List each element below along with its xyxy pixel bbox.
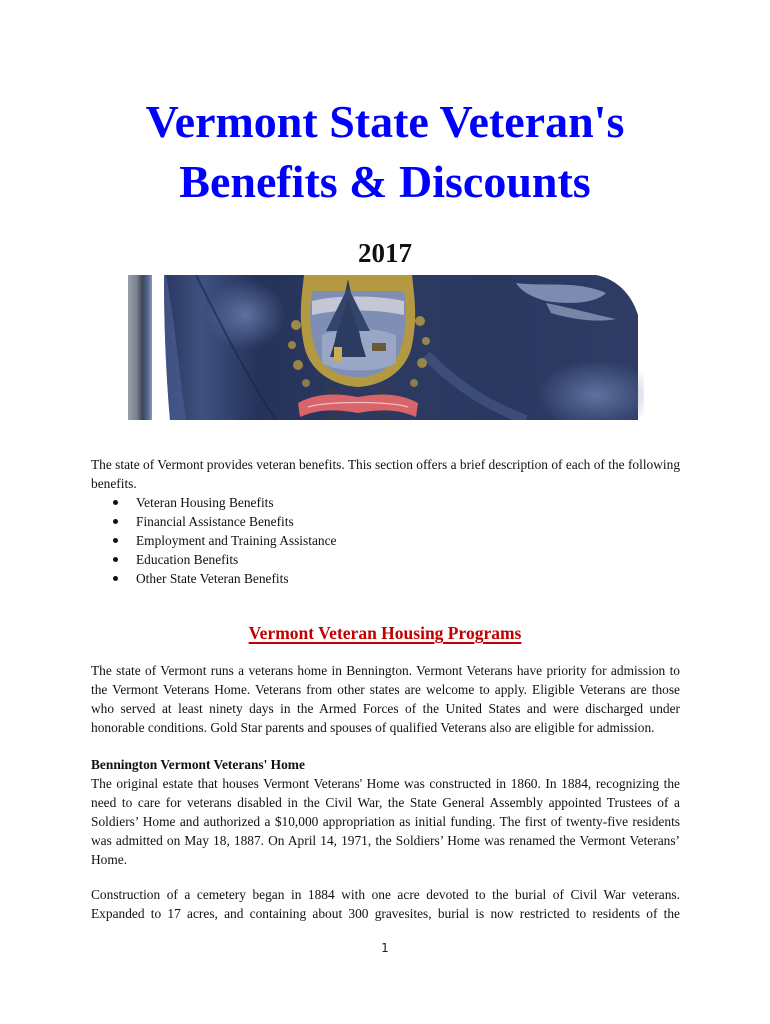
list-item [91, 531, 680, 550]
document-title [0, 92, 770, 212]
title-line-2: Benefits & Discounts [179, 156, 591, 207]
list-item-label: Veteran Housing Benefits [136, 495, 274, 510]
vermont-flag-icon [126, 275, 644, 420]
title-line-1: Vermont State Veteran's [145, 96, 625, 147]
page-number: 1 [381, 941, 389, 955]
bullet-icon [113, 519, 118, 524]
list-item-label: Employment and Training Assistance [136, 533, 337, 548]
bullet-icon [113, 538, 118, 543]
housing-paragraph-block [91, 661, 680, 737]
benefits-list [91, 493, 680, 588]
list-item [91, 550, 680, 569]
section-heading-text: Vermont Veteran Housing Programs [248, 623, 522, 643]
list-item-label: Other State Veteran Benefits [136, 571, 289, 586]
bullet-icon [113, 576, 118, 581]
list-item [91, 493, 680, 512]
bullet-icon [113, 557, 118, 562]
intro-section [91, 455, 680, 588]
list-item-label: Financial Assistance Benefits [136, 514, 294, 529]
list-item [91, 569, 680, 588]
section-heading-housing [0, 621, 770, 645]
housing-paragraph: The state of Vermont runs a veterans home in Bennington. Vermont Veterans have priority for admission to the Vermont Veterans Home. Veterans from other states are welcome to apply. Eligible Veterans are those who served at least ninety days in the Armed Forces of the United States and were discharged under honorable conditions. Gold Star parents and spouses of qualified Veterans also are eligible for admission. [91, 663, 680, 735]
vermont-flag-image [126, 275, 644, 420]
list-item-label: Education Benefits [136, 552, 239, 567]
list-item [91, 512, 680, 531]
bullet-icon [113, 500, 118, 505]
bennington-history-paragraph: The original estate that houses Vermont Veterans' Home was constructed in 1860. In 1884, recognizing the need to care for veterans disabled in the Civil War, the State General Assembly appointed Trustees of a Soldiers’ Home and authorized a $10,000 appropriation as initial funding. The first of twenty-five residents was admitted on May 18, 1887. On April 14, 1971, the Soldiers’ Home was renamed the Vermont Veterans’ Home. [91, 776, 680, 867]
bennington-home-section [91, 755, 680, 869]
cemetery-paragraph: Construction of a cemetery began in 1884 with one acre devoted to the burial of Civil War veterans. Expanded to 17 acres, and containing about 300 gravesites, burial is now restricted to residents of the [91, 887, 680, 921]
intro-paragraph: The state of Vermont provides veteran benefits. This section offers a brief description of each of the following benefits. [91, 457, 681, 491]
document-year: 2017 [358, 238, 412, 268]
subsection-heading: Bennington Vermont Veterans' Home [91, 757, 305, 772]
cemetery-paragraph-block [91, 885, 680, 923]
